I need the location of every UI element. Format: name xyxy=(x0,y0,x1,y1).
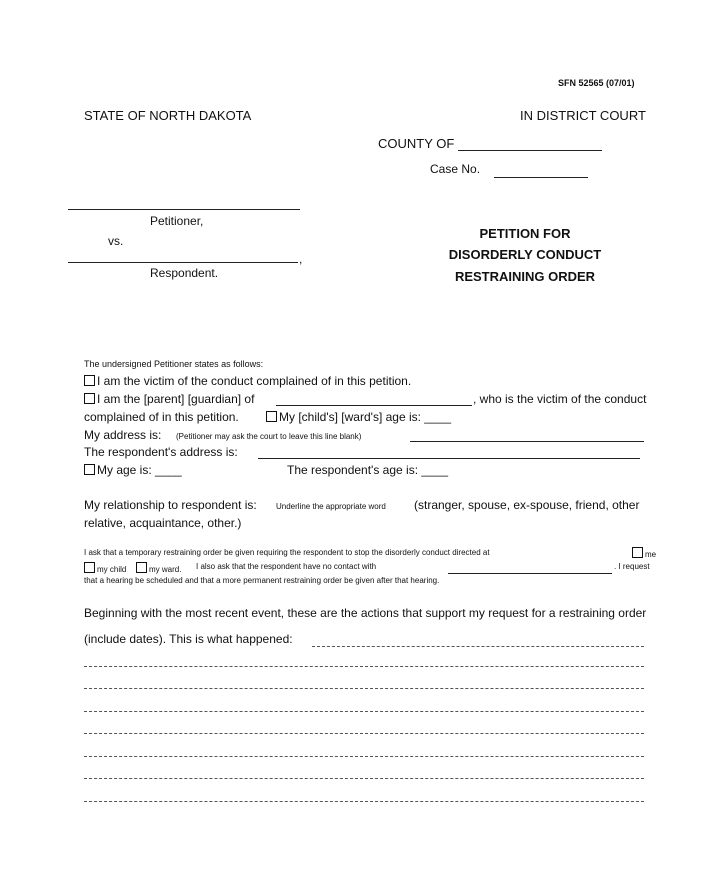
address-note: (Petitioner may ask the court to leave this line blank) xyxy=(176,432,362,441)
events-line-3[interactable] xyxy=(84,688,644,689)
title-line-1: PETITION FOR xyxy=(479,226,571,241)
events-text-1: Beginning with the most recent event, these are the actions that support my request for a restraining order xyxy=(84,606,647,620)
child-age xyxy=(266,410,451,424)
petitioner-name-field[interactable] xyxy=(68,209,300,210)
option-parent-continued: complained of in this petition. xyxy=(84,410,239,424)
court-name: IN DISTRICT COURT xyxy=(520,108,646,123)
events-line-4[interactable] xyxy=(84,711,644,712)
events-text-2: (include dates). This is what happened: xyxy=(84,632,293,646)
relationship-options-continued: relative, acquaintance, other.) xyxy=(84,516,242,530)
parent-checkbox[interactable] xyxy=(84,393,95,404)
request-ward-label: my ward. xyxy=(149,565,182,574)
no-contact-field[interactable] xyxy=(448,573,612,574)
respondent-address-label: The respondent's address is: xyxy=(84,445,238,459)
my-age-checkbox[interactable] xyxy=(84,464,95,475)
child-age-label: My [child's] [ward's] age is: ____ xyxy=(279,410,451,424)
caption-comma: , xyxy=(299,252,303,266)
address-label: My address is: xyxy=(84,428,162,442)
request-ward xyxy=(136,562,181,574)
my-age-label: My age is: ____ xyxy=(97,463,182,477)
county-label: COUNTY OF xyxy=(378,136,455,151)
request-text-1: I ask that a temporary restraining order be given requiring the respondent to stop the disorderly conduct directed at xyxy=(84,548,490,557)
my-age xyxy=(84,463,182,477)
victim-checkbox[interactable] xyxy=(84,375,95,386)
case-number-label: Case No. xyxy=(430,162,481,176)
title-line-3: RESTRAINING ORDER xyxy=(454,269,596,284)
request-text-2: I also ask that the respondent have no contact with xyxy=(196,562,377,571)
respondent-address-field[interactable] xyxy=(258,458,640,459)
child-checkbox[interactable] xyxy=(84,562,95,573)
petitioner-label: Petitioner, xyxy=(150,214,204,228)
me-checkbox[interactable] xyxy=(632,547,643,558)
option-victim-label: I am the victim of the conduct complained of in this petition. xyxy=(97,374,412,388)
respondent-label: Respondent. xyxy=(150,266,219,280)
relationship-label: My relationship to respondent is: xyxy=(84,498,257,512)
title-line-2: DISORDERLY CONDUCT xyxy=(448,247,602,262)
request-text-4: that a hearing be scheduled and that a more permanent restraining order be given after that hearing. xyxy=(84,576,440,585)
form-number: SFN 52565 (07/01) xyxy=(558,78,635,88)
events-line-5[interactable] xyxy=(84,733,644,734)
victim-name-field[interactable] xyxy=(276,405,472,406)
option-parent-label: I am the [parent] [guardian] of xyxy=(97,392,255,406)
vs-label: vs. xyxy=(108,234,124,248)
events-line-8[interactable] xyxy=(84,801,644,802)
respondent-name-field[interactable] xyxy=(68,262,298,263)
events-line-6[interactable] xyxy=(84,756,644,757)
request-child-label: my child xyxy=(97,565,127,574)
relationship-note: Underline the appropriate word xyxy=(276,502,386,511)
request-child xyxy=(84,562,126,574)
county-field[interactable] xyxy=(458,150,602,151)
events-line-2[interactable] xyxy=(84,666,644,667)
request-text-3: . I request xyxy=(614,562,650,571)
intro-text: The undersigned Petitioner states as follows: xyxy=(84,359,264,369)
option-parent xyxy=(84,392,254,406)
case-number-field[interactable] xyxy=(494,177,588,178)
address-field[interactable] xyxy=(410,441,644,442)
ward-checkbox[interactable] xyxy=(136,562,147,573)
relationship-options: (stranger, spouse, ex-spouse, friend, other xyxy=(414,498,640,512)
request-me-label: me xyxy=(645,550,657,559)
child-age-checkbox[interactable] xyxy=(266,411,277,422)
request-me xyxy=(632,547,656,559)
option-victim xyxy=(84,374,411,388)
state-name: STATE OF NORTH DAKOTA xyxy=(84,108,252,123)
events-line-1[interactable] xyxy=(312,646,644,647)
events-line-7[interactable] xyxy=(84,778,644,779)
respondent-age-label: The respondent's age is: ____ xyxy=(287,463,449,477)
option-parent-suffix: , who is the victim of the conduct xyxy=(473,392,647,406)
